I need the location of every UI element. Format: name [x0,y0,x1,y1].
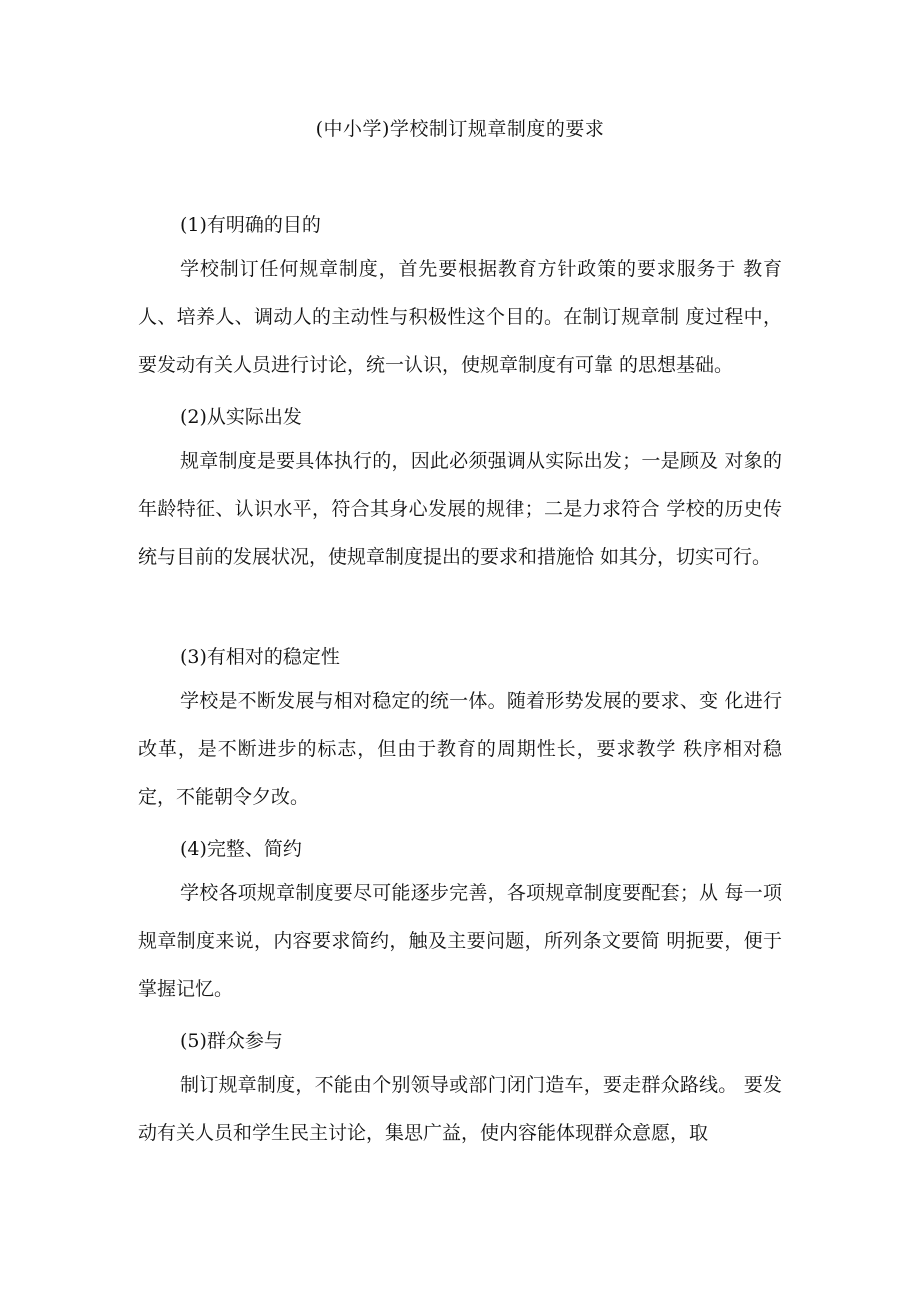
section-5-body: 制订规章制度，不能由个别领导或部门闭门造车，要走群众路线。 要发动有关人员和学生民主讨论，集思广益，使内容能体现群众意愿，取 [138,1074,782,1144]
section-4-heading: (4)完整、简约 [180,838,302,860]
section-1-heading: (1)有明确的目的 [180,214,321,236]
section-3-heading: (3)有相对的稳定性 [180,646,340,668]
section-1-body: 学校制订任何规章制度，首先要根据教育方针政策的要求服务于 教育人、培养人、调动人的主动性与积极性这个目的。在制订规章制 度过程中，要发动有关人员进行讨论，统一认识，使规章制度有可靠 的思想基础。 [138,258,782,376]
section-2-body: 规章制度是要具体执行的，因此必须强调从实际出发；一是顾及 对象的年龄特征、认识水平，符合其身心发展的规律；二是力求符合 学校的历史传统与目前的发展状况，使规章制度提出的要求和措施恰 如其分，切实可行。 [138,450,782,568]
section-3-body: 学校是不断发展与相对稳定的统一体。随着形势发展的要求、变 化进行改革，是不断进步的标志，但由于教育的周期性长，要求教学 秩序相对稳定，不能朝令夕改。 [138,690,782,808]
document-title: (中小学)学校制订规章制度的要求 [315,118,605,140]
section-5-heading: (5)群众参与 [180,1030,283,1052]
section-4-body: 学校各项规章制度要尽可能逐步完善，各项规章制度要配套；从 每一项规章制度来说，内容要求简约，触及主要问题，所列条文要简 明扼要，便于掌握记忆。 [138,882,782,1000]
section-2-heading: (2)从实际出发 [180,406,302,428]
